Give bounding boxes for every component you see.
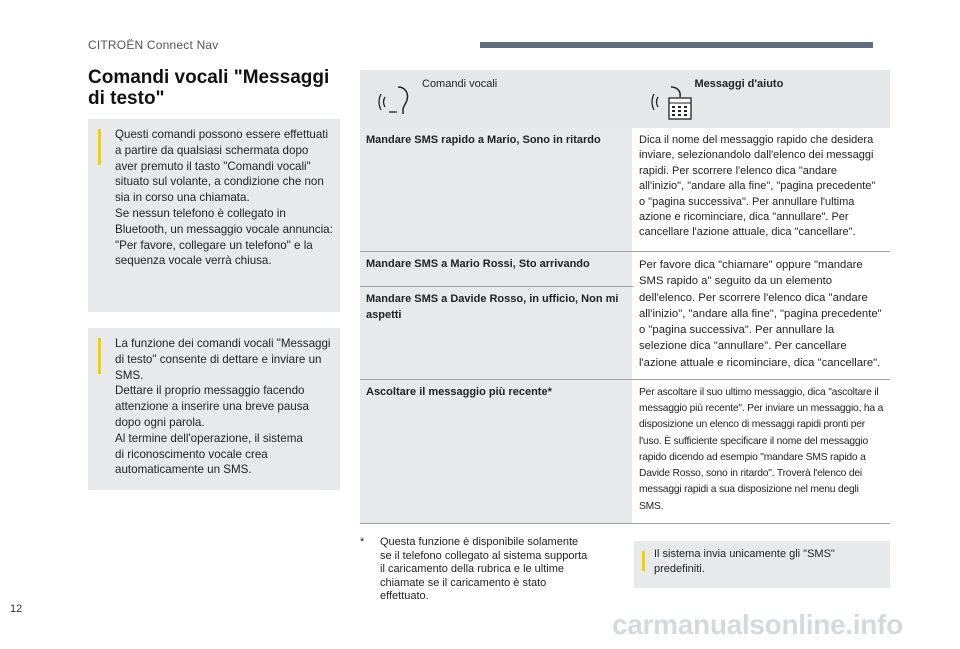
table-header-help xyxy=(633,70,891,128)
table-header-commands xyxy=(360,70,633,128)
info-marker xyxy=(98,338,101,374)
info-note-text: Il sistema invia unicamente gli "SMS" predefiniti. xyxy=(654,548,835,575)
table-header-label: Messaggi d'aiuto xyxy=(694,78,784,90)
info-note-sms-function xyxy=(88,328,340,490)
info-note-sms-predefined xyxy=(634,541,890,588)
command-cell: Mandare SMS a Davide Rosso, in ufficio, Non mi aspetti xyxy=(360,287,633,380)
table-row xyxy=(360,128,890,252)
page-number: 12 xyxy=(10,603,23,615)
table-row xyxy=(360,380,890,524)
help-cell: Per ascoltare il suo ultimo messaggio, dica "ascoltare il messaggio più recente". Per inviare un messaggio, ha a disposizione un elenco di messaggi rapidi pronti per l'uso. È sufficiente specificare il nome del messaggio rapido dicendo ad esempio "mandare SMS rapido a Davide Rosso, sono in ritardo". Troverà l'elenco dei messaggi rapidi a sua disposizione nel menu degli SMS. xyxy=(633,380,891,524)
watermark: carmanualsonline.info xyxy=(612,609,903,640)
info-note-commands xyxy=(88,119,340,312)
footnote-marker: * xyxy=(360,536,365,548)
voice-help-icon xyxy=(651,84,695,127)
running-header: CITROËN Connect Nav xyxy=(88,38,219,52)
header-accent-bar xyxy=(480,42,873,48)
help-cell: Dica il nome del messaggio rapido che desidera inviare, selezionandolo dall'elenco dei messaggi rapidi. Per scorrere l'elenco dica "andare all'inizio", "andare alla fine", "pagina precedente" o "pagina successiva". Per annullare l'ultima azione e ricominciare, dica "annullare". Per cancellare l'azione attuale, dica "cancellare". xyxy=(633,128,891,252)
table-header-label: Comandi vocali xyxy=(422,78,498,90)
command-cell: Mandare SMS a Mario Rossi, Sto arrivando xyxy=(360,252,633,287)
command-cell: Mandare SMS rapido a Mario, Sono in ritardo xyxy=(360,128,633,252)
command-cell: Ascoltare il messaggio più recente* xyxy=(360,380,633,524)
table-row xyxy=(360,252,890,287)
info-note-text: La funzione dei comandi vocali "Messaggi di testo" consente di dettare e inviare un SMS. Dettare il proprio messaggio facendo attenzione a inserire una breve pausa dopo ogni parola. Al termine dell'operazione, il sistema di riconoscimento vocale crea automaticamente un SMS. xyxy=(115,337,331,477)
info-marker xyxy=(98,129,101,165)
section-title: Comandi vocali "Messaggi di testo" xyxy=(88,67,330,109)
voice-command-icon xyxy=(378,84,412,121)
info-marker xyxy=(642,551,645,571)
voice-commands-table xyxy=(360,70,890,524)
help-cell: Per favore dica "chiamare" oppure "mandare SMS rapido a" seguito da un elemento dell'elenco. Per scorrere l'elenco dica "andare all'inizio", "andare alla fine", "pagina precedente" o "pagina successiva". Per annullare la selezione dica "annullare". Per cancellare l'azione attuale e ricominciare, dica "cancellare". xyxy=(633,252,891,380)
footnote-text: Questa funzione è disponibile solamente se il telefono collegato al sistema supporta il caricamento della rubrica e le ultime chiamate se il caricamento è stato effettuato. xyxy=(380,536,588,603)
info-note-text: Questi comandi possono essere effettuati a partire da qualsiasi schermata dopo aver premuto il tasto "Comandi vocali" situato sul volante, a condizione che non sia in corso una chiamata. Se nessun telefono è collegato in Bluetooth, un messaggio vocale annuncia: "Per favore, collegare un telefono" e la sequenza vocale verrà chiusa. xyxy=(115,128,333,268)
